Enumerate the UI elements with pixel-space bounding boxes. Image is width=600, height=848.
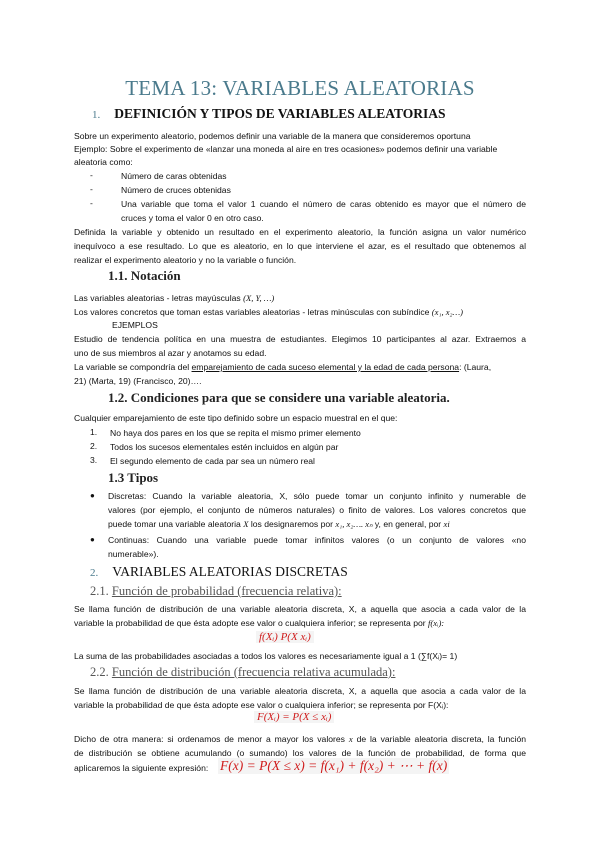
s2-paragraph-line: variable la probabilidad de que ésta adopte ese valor o cualquiera inferior; se representa por F(Xᵢ): xyxy=(74,700,449,710)
notation-line xyxy=(74,306,526,319)
section-2-title: VARIABLES ALEATORIAS DISCRETAS xyxy=(112,564,348,579)
s2-text: Dicho de otra manera: si ordenamos de menor a mayor los valores xyxy=(74,734,345,744)
s2-math: f(xᵢ): xyxy=(428,618,445,628)
condition-item: No haya dos pares en los que se repita el mismo primer elemento xyxy=(110,428,361,438)
section-2-heading xyxy=(90,564,348,580)
s2-paragraph-line xyxy=(74,733,526,746)
example-line xyxy=(74,361,526,374)
example-underlined: emparejamiento de cada suceso elemental y la edad de cada persona xyxy=(191,362,460,372)
s2-text: de la variable aleatoria discreta, la función xyxy=(356,734,527,744)
subsection-2-1-number: 2.1. xyxy=(90,584,109,598)
section-1-heading xyxy=(92,106,445,122)
dash-bullet: - xyxy=(90,170,93,180)
subsection-1-3-heading: 1.3 Tipos xyxy=(108,470,159,485)
condition-item: El segundo elemento de cada par sea un número real xyxy=(110,456,315,466)
notation-text: Los valores concretos que toman estas variables aleatorias - letras minúsculas con subíndice xyxy=(74,307,430,317)
page-title: TEMA 13: VARIABLES ALEATORIAS xyxy=(125,76,475,100)
s1-paragraph-line: Ejemplo: Sobre el experimento de «lanzar una moneda al aire en tres ocasiones» podemos definir una variable xyxy=(74,144,498,154)
conditions-intro: Cualquier emparejamiento de este tipo definido sobre un espacio muestral en el que: xyxy=(74,413,398,423)
bullet-item: Una variable que toma el valor 1 cuando el número de caras obtenido es mayor que el número de xyxy=(121,199,526,209)
cumulative-formula: F(x) = P(X ≤ x) = f(x₁) + f(x₂) + ⋯ + f(x) xyxy=(220,758,448,773)
types-line: valores (por ejemplo, el conjunto de números naturales) o finito de valores. Los valores concretos que xyxy=(108,505,526,515)
example-line: uno de sus miembros al azar y anotamos su edad. xyxy=(74,348,267,358)
types-math: xi xyxy=(443,519,450,529)
subsection-1-1-heading: 1.1. Notación xyxy=(108,268,181,283)
example-line: 21) (Marta, 19) (Francisco, 20)…. xyxy=(74,376,202,386)
dash-bullet: - xyxy=(90,184,93,194)
round-bullet: ● xyxy=(90,491,95,500)
subsection-2-2-title: Función de distribución (frecuencia relativa acumulada): xyxy=(111,665,396,679)
notation-text: Las variables aleatorias - letras mayúsculas xyxy=(74,293,241,303)
s1-paragraph-line: Sobre un experimento aleatorio, podemos definir una variable de la manera que consideremos oportuna xyxy=(74,131,471,141)
s1-paragraph-line: inequívoco a ese resultado. Lo que es aleatorio, en lo que interviene el azar, es el resultado que obtenemos al xyxy=(74,241,526,251)
subsection-2-2-heading xyxy=(90,665,395,680)
s2-paragraph-line: Se llama función de distribución de una variable aleatoria discreta, X, a aquella que asocia a cada valor de la xyxy=(74,686,526,696)
s2-paragraph-line: de distribución se obtiene acumulando (o sumando) los valores de la función de probabilidad, de forma que xyxy=(74,748,526,758)
types-line: Discretas: Cuando la variable aleatoria, X, sólo puede tomar un conjunto infinito y numerable de xyxy=(108,491,526,501)
bullet-item: Número de caras obtenidas xyxy=(121,171,227,181)
list-number: 1. xyxy=(90,427,98,437)
bullet-item-cont: cruces y toma el valor 0 en otro caso. xyxy=(121,213,264,223)
probability-formula: f(Xᵢ) P(X xᵢ) xyxy=(256,631,314,643)
notation-math: (X, Y, …) xyxy=(243,293,275,303)
list-number: 3. xyxy=(90,455,98,465)
round-bullet: ● xyxy=(90,535,95,544)
subsection-2-1-heading xyxy=(90,584,342,599)
distribution-formula: F(Xᵢ) = P(X ≤ xᵢ) xyxy=(254,711,334,723)
s1-paragraph-line: Definida la variable y obtenido un resultado en el experimento aleatorio, la función asigna un valor numérico xyxy=(74,227,526,237)
example-line: Estudio de tendencia política en una muestra de estudiantes. Elegimos 10 participantes al azar. Extraemos a xyxy=(74,334,526,344)
subsection-2-2-number: 2.2. xyxy=(90,665,109,679)
s2-math: x xyxy=(348,734,353,744)
types-math: x₁, x₂…. xₙ xyxy=(335,519,373,529)
section-1-title: DEFINICIÓN Y TIPOS DE VARIABLES ALEATORIAS xyxy=(114,106,446,121)
list-number: 2. xyxy=(90,441,98,451)
condition-item: Todos los sucesos elementales estén incluidos en algún par xyxy=(110,442,339,452)
bullet-item: Número de cruces obtenidas xyxy=(121,185,231,195)
s2-paragraph-line xyxy=(74,617,526,630)
example-text: La variable se compondría del xyxy=(74,362,190,372)
section-1-number: 1. xyxy=(92,109,101,121)
s2-paragraph-line: Se llama función de distribución de una variable aleatoria discreta, X, a aquella que asocia a cada valor de la xyxy=(74,604,526,614)
s1-paragraph-line: aleatoria como: xyxy=(74,157,133,167)
types-text: los designaremos por xyxy=(250,519,334,529)
examples-label: EJEMPLOS xyxy=(112,320,158,330)
subsection-1-2-heading: 1.2. Condiciones para que se considere una variable aleatoria. xyxy=(108,390,450,405)
types-text: puede tomar una variable aleatoria xyxy=(108,519,241,529)
notation-line xyxy=(74,292,526,305)
types-math: X xyxy=(243,519,249,529)
types-line: Continuas: Cuando una variable puede tomar infinitos valores (o un conjunto de valores «no xyxy=(108,535,526,545)
types-line: numerable»). xyxy=(108,549,159,559)
s2-text: variable la probabilidad de que ésta adopte ese valor o cualquiera inferior; se representa por xyxy=(74,618,426,628)
s2-paragraph-line: La suma de las probabilidades asociadas a todos los valores es necesariamente igual a 1 (∑f(Xᵢ)= 1) xyxy=(74,651,458,661)
notation-math: (x₁, x₂…) xyxy=(431,307,464,317)
dash-bullet: - xyxy=(90,198,93,208)
example-text: : (Laura, xyxy=(459,362,492,372)
section-2-number: 2. xyxy=(90,567,99,579)
s1-paragraph-line: realizar el experimento aleatorio y no la variable o función. xyxy=(74,255,297,265)
s2-paragraph-line: aplicaremos la siguiente expresión: xyxy=(74,763,209,773)
types-text: y, en general, por xyxy=(374,519,442,529)
types-line xyxy=(108,518,526,531)
subsection-2-1-title: Función de probabilidad (frecuencia relativa): xyxy=(111,584,342,598)
